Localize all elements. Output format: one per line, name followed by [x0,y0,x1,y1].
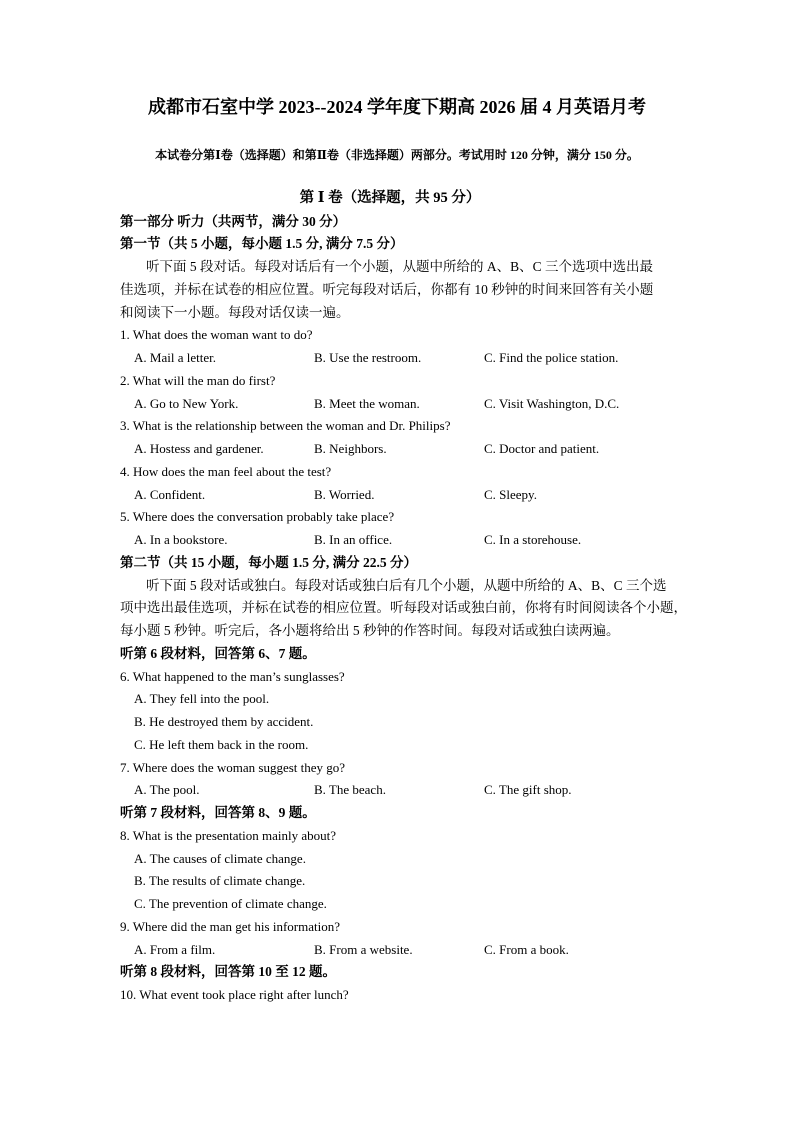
exam-title: 成都市石室中学 2023--2024 学年度下期高 2026 届 4 月英语月考 [148,97,646,117]
question-stem: 7. Where does the woman suggest they go? [120,759,346,775]
option-b: B. Neighbors. [314,441,387,457]
option-a: A. Go to New York. [134,395,239,411]
section2-instruction-line: 听下面 5 段对话或独白。每段对话或独白后有几个小题，从题中所给的 A、B、C 三个选 [146,577,667,593]
question-stem: 9. Where did the man get his information? [120,918,340,934]
option-b: B. The beach. [314,782,386,798]
option-a: A. They fell into the pool. [134,691,270,707]
option-c: C. Find the police station. [484,350,619,366]
part1-heading: 第一部分 听力（共两节，满分 30 分） [120,213,347,229]
option-b: B. Meet the woman. [314,395,420,411]
option-a: A. Mail a letter. [134,350,216,366]
option-b: B. In an office. [314,532,393,548]
option-a: A. From a film. [134,941,216,957]
section1-instruction-line: 佳选项，并标在试卷的相应位置。听完每段对话后，你都有 10 秒钟的时间来回答有关小题 [120,281,654,297]
option-a: A. The pool. [134,782,200,798]
question-options [120,438,720,461]
option-c: C. He left them back in the room. [134,736,309,752]
question-options [120,779,720,802]
option-a: A. Hostess and gardener. [134,441,264,457]
question-options [120,393,720,416]
material-prompt: 听第 6 段材料，回答第 6、7 题。 [120,645,316,661]
exam-content [120,211,720,1007]
question-options [120,939,720,962]
option-b: B. Worried. [314,486,375,502]
option-b: B. He destroyed them by accident. [134,714,314,730]
material-prompt: 听第 8 段材料，回答第 10 至 12 题。 [120,964,336,980]
question-stem: 4. How does the man feel about the test? [120,463,332,479]
option-c: C. The prevention of climate change. [134,896,327,912]
material-prompt: 听第 7 段材料，回答第 8、9 题。 [120,805,316,821]
question-options [120,484,720,507]
section2-heading: 第二节（共 15 小题，每小题 1.5 分, 满分 22.5 分） [120,554,417,570]
option-b: B. The results of climate change. [134,873,306,889]
option-c: C. Visit Washington, D.C. [484,395,620,411]
question-stem: 8. What is the presentation mainly about? [120,827,337,843]
question-stem: 5. Where does the conversation probably take place? [120,509,395,525]
section1-instruction-line: 和阅读下一小题。每段对话仅读一遍。 [120,304,350,320]
section2-instruction-line: 每小题 5 秒钟。听完后，各小题将给出 5 秒钟的作答时间。每段对话或独白读两遍。 [120,623,620,639]
question-options [120,529,720,552]
question-stem: 6. What happened to the man’s sunglasses? [120,668,345,684]
question-stem: 1. What does the woman want to do? [120,327,313,343]
section1-heading: 第一节（共 5 小题，每小题 1.5 分, 满分 7.5 分） [120,236,404,252]
question-stem: 10. What event took place right after lunch? [120,987,349,1003]
question-stem: 2. What will the man do first? [120,372,276,388]
section2-instruction-line: 项中选出最佳选项，并标在试卷的相应位置。听每段对话或独白前，你将有时间阅读各个小题， [120,600,687,616]
exam-subtitle: 本试卷分第Ⅰ卷（选择题）和第Ⅱ卷（非选择题）两部分。考试用时 120 分钟，满分 150 分。 [155,148,639,162]
option-c: C. Doctor and patient. [484,441,600,457]
section1-instruction-line: 听下面 5 段对话。每段对话后有一个小题，从题中所给的 A、B、C 三个选项中选出最 [146,259,654,275]
option-a: A. The causes of climate change. [134,850,306,866]
option-c: C. The gift shop. [484,782,572,798]
volume-title: 第 Ⅰ 卷（选择题，共 95 分） [299,190,481,206]
option-b: B. From a website. [314,941,413,957]
option-a: A. In a bookstore. [134,532,228,548]
option-c: C. From a book. [484,941,569,957]
option-b: B. Use the restroom. [314,350,422,366]
question-stem: 3. What is the relationship between the woman and Dr. Philips? [120,418,451,434]
option-c: C. Sleepy. [484,486,537,502]
option-a: A. Confident. [134,486,206,502]
question-options [120,347,720,370]
option-c: C. In a storehouse. [484,532,582,548]
